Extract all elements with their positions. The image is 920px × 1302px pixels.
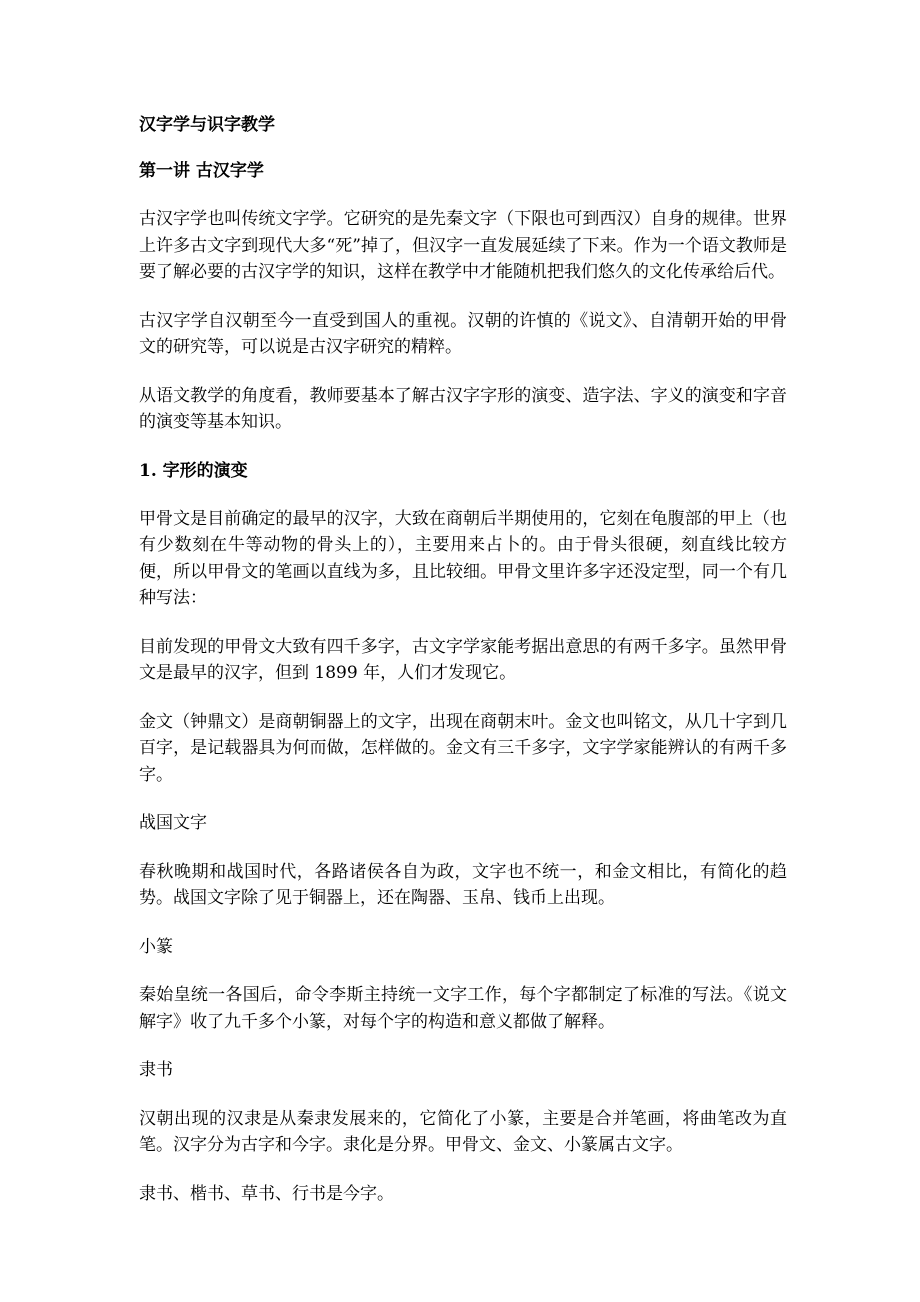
paragraph: 汉朝出现的汉隶是从秦隶发展来的，它简化了小篆，主要是合并笔画，将曲笔改为直笔。汉字分为古字和今字。隶化是分界。甲骨文、金文、小篆属古文字。 — [139, 1108, 787, 1155]
lecture-heading: 第一讲 古汉字学 — [139, 161, 264, 181]
section-heading: 1. 字形的演变 — [139, 460, 248, 481]
paragraph: 春秋晚期和战国时代，各路诸侯各自为政，文字也不统一，和金文相比，有简化的趋势。战国文字除了见于铜器上，还在陶器、玉帛、钱币上出现。 — [139, 861, 787, 908]
paragraph: 秦始皇统一各国后，命令李斯主持统一文字工作，每个字都制定了标准的写法。《说文解字》收了九千多个小篆，对每个字的构造和意义都做了解释。 — [139, 985, 787, 1032]
subsection-label-clerical: 隶书 — [139, 1060, 173, 1080]
document-page — [139, 112, 787, 1229]
subsection-label-warring-states: 战国文字 — [139, 813, 207, 833]
paragraph: 从语文教学的角度看，教师要基本了解古汉字字形的演变、造字法、字义的演变和字音的演变等基本知识。 — [139, 385, 787, 432]
paragraph: 古汉字学自汉朝至今一直受到国人的重视。汉朝的许慎的《说文》、自清朝开始的甲骨文的研究等，可以说是古汉字研究的精粹。 — [139, 310, 787, 357]
paragraph: 甲骨文是目前确定的最早的汉字，大致在商朝后半期使用的，它刻在龟腹部的甲上（也有少数刻在牛等动物的骨头上的），主要用来占卜的。由于骨头很硬，刻直线比较方便，所以甲骨文的笔画以直线为多，且比较细。甲骨文里许多字还没定型，同一个有几种写法： — [139, 508, 787, 608]
closing-paragraph: 隶书、楷书、草书、行书是今字。 — [139, 1183, 394, 1204]
paragraph: 目前发现的甲骨文大致有四千多字，古文字学家能考据出意思的有两千多字。虽然甲骨文是最早的汉字，但到 1899 年，人们才发现它。 — [139, 636, 787, 683]
paragraph: 金文（钟鼎文）是商朝铜器上的文字，出现在商朝末叶。金文也叫铭文，从几十字到几百字，是记载器具为何而做，怎样做的。金文有三千多字，文字学家能辨认的有两千多字。 — [139, 711, 787, 785]
paragraph: 古汉字学也叫传统文字学。它研究的是先秦文字（下限也可到西汉）自身的规律。世界上许多古文字到现代大多“死”掉了，但汉字一直发展延续了下来。作为一个语文教师是要了解必要的古汉字学的知识，这样在教学中才能随机把我们悠久的文化传承给后代。 — [139, 209, 787, 282]
document-title: 汉字学与识字教学 — [139, 115, 275, 135]
subsection-label-small-seal: 小篆 — [139, 936, 173, 957]
